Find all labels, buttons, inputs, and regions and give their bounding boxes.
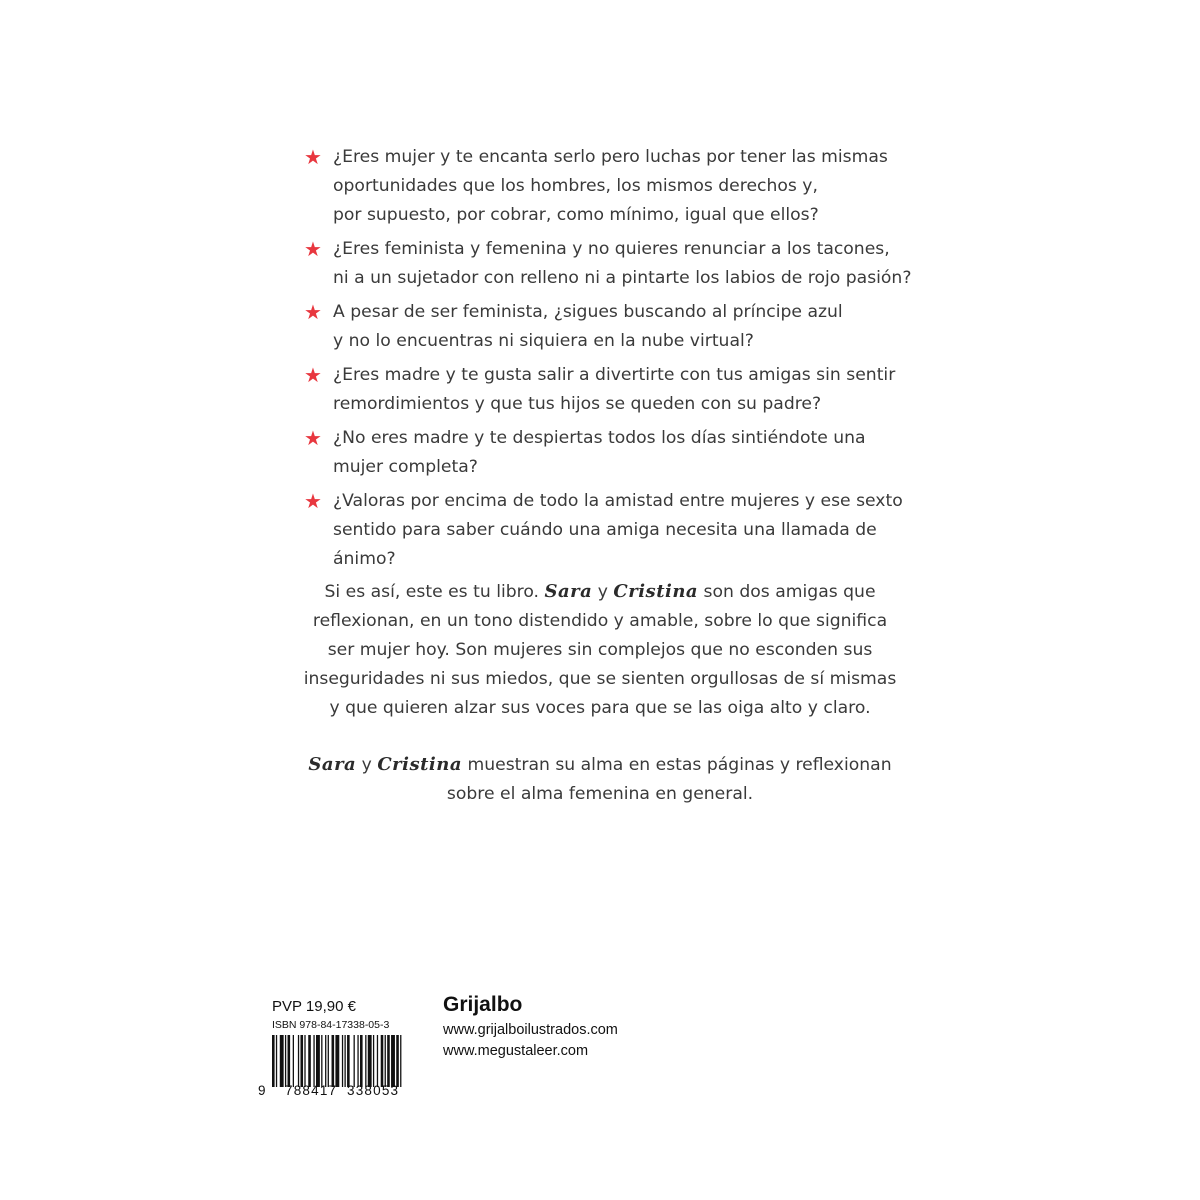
question-item	[304, 361, 924, 419]
description-text: Si es así, este es tu libro.	[324, 582, 545, 602]
star-bullet-icon: ★	[304, 237, 322, 261]
closing-line: sobre el alma femenina en general.	[446, 784, 754, 804]
question-text: ¿No eres madre y te despiertas todos los días sintiéndote una	[333, 428, 866, 448]
question-text: A pesar de ser feminista, ¿sigues buscando al príncipe azul	[333, 302, 843, 322]
closing-text: muestran su alma en estas páginas y reflexionan	[462, 755, 892, 775]
question-text: ¿Eres feminista y femenina y no quieres renunciar a los tacones,	[333, 239, 890, 259]
author-name-cristina: Cristina	[377, 754, 463, 775]
question-text: ni a un sujetador con relleno ni a pintarte los labios de rojo pasión?	[333, 268, 912, 288]
description-line: inseguridades ni sus miedos, que se sienten orgullosas de sí mismas	[303, 669, 897, 689]
question-text: ¿Valoras por encima de todo la amistad entre mujeres y ese sexto	[333, 491, 903, 511]
author-name-sara: Sara	[544, 581, 593, 602]
question-text: ánimo?	[333, 549, 396, 569]
question-list	[304, 143, 924, 579]
question-item	[304, 143, 924, 230]
star-bullet-icon: ★	[304, 426, 322, 450]
publisher-block	[443, 990, 618, 1062]
barcode-digits-right: 338053	[347, 1083, 400, 1098]
star-bullet-icon: ★	[304, 300, 322, 324]
barcode-block	[258, 998, 418, 1108]
publisher-logo: Grijalbo	[443, 993, 523, 1016]
question-text: ¿Eres madre y te gusta salir a divertirte con tus amigas sin sentir	[333, 365, 896, 385]
description-line	[0, 577, 1200, 607]
publisher-url: www.megustaleer.com	[443, 1043, 589, 1059]
conjunction-text: y	[356, 755, 378, 775]
author-name-cristina: Cristina	[613, 581, 699, 602]
barcode-digits-left: 788417	[285, 1083, 338, 1098]
question-item	[304, 298, 924, 356]
question-text: oportunidades que los hombres, los mismos derechos y,	[333, 176, 818, 196]
author-name-sara: Sara	[308, 754, 357, 775]
description-line: y que quieren alzar sus voces para que se las oiga alto y claro.	[329, 698, 871, 718]
description-line: reflexionan, en un tono distendido y amable, sobre lo que significa	[312, 611, 888, 631]
description-paragraph	[0, 577, 1200, 723]
question-item	[304, 487, 924, 574]
question-item	[304, 235, 924, 293]
price-label: PVP 19,90 €	[272, 998, 356, 1015]
isbn-label: ISBN 978-84-17338-05-3	[272, 1019, 390, 1031]
description-text: son dos amigas que	[698, 582, 876, 602]
question-text: por supuesto, por cobrar, como mínimo, igual que ellos?	[333, 205, 819, 225]
question-text: remordimientos y que tus hijos se queden con su padre?	[333, 394, 822, 414]
question-text: mujer completa?	[333, 457, 478, 477]
star-bullet-icon: ★	[304, 363, 322, 387]
barcode-digit-first: 9	[258, 1083, 266, 1098]
question-item	[304, 424, 924, 482]
question-text: y no lo encuentras ni siquiera en la nube virtual?	[333, 331, 754, 351]
star-bullet-icon: ★	[304, 145, 322, 169]
conjunction-text: y	[592, 582, 614, 602]
question-text: ¿Eres mujer y te encanta serlo pero luchas por tener las mismas	[333, 147, 888, 167]
barcode-bars	[272, 1035, 404, 1087]
star-bullet-icon: ★	[304, 489, 322, 513]
description-line: ser mujer hoy. Son mujeres sin complejos que no esconden sus	[327, 640, 873, 660]
publisher-url: www.grijalboilustrados.com	[443, 1022, 618, 1038]
closing-paragraph	[0, 750, 1200, 809]
question-text: sentido para saber cuándo una amiga necesita una llamada de	[333, 520, 877, 540]
closing-line	[0, 750, 1200, 780]
